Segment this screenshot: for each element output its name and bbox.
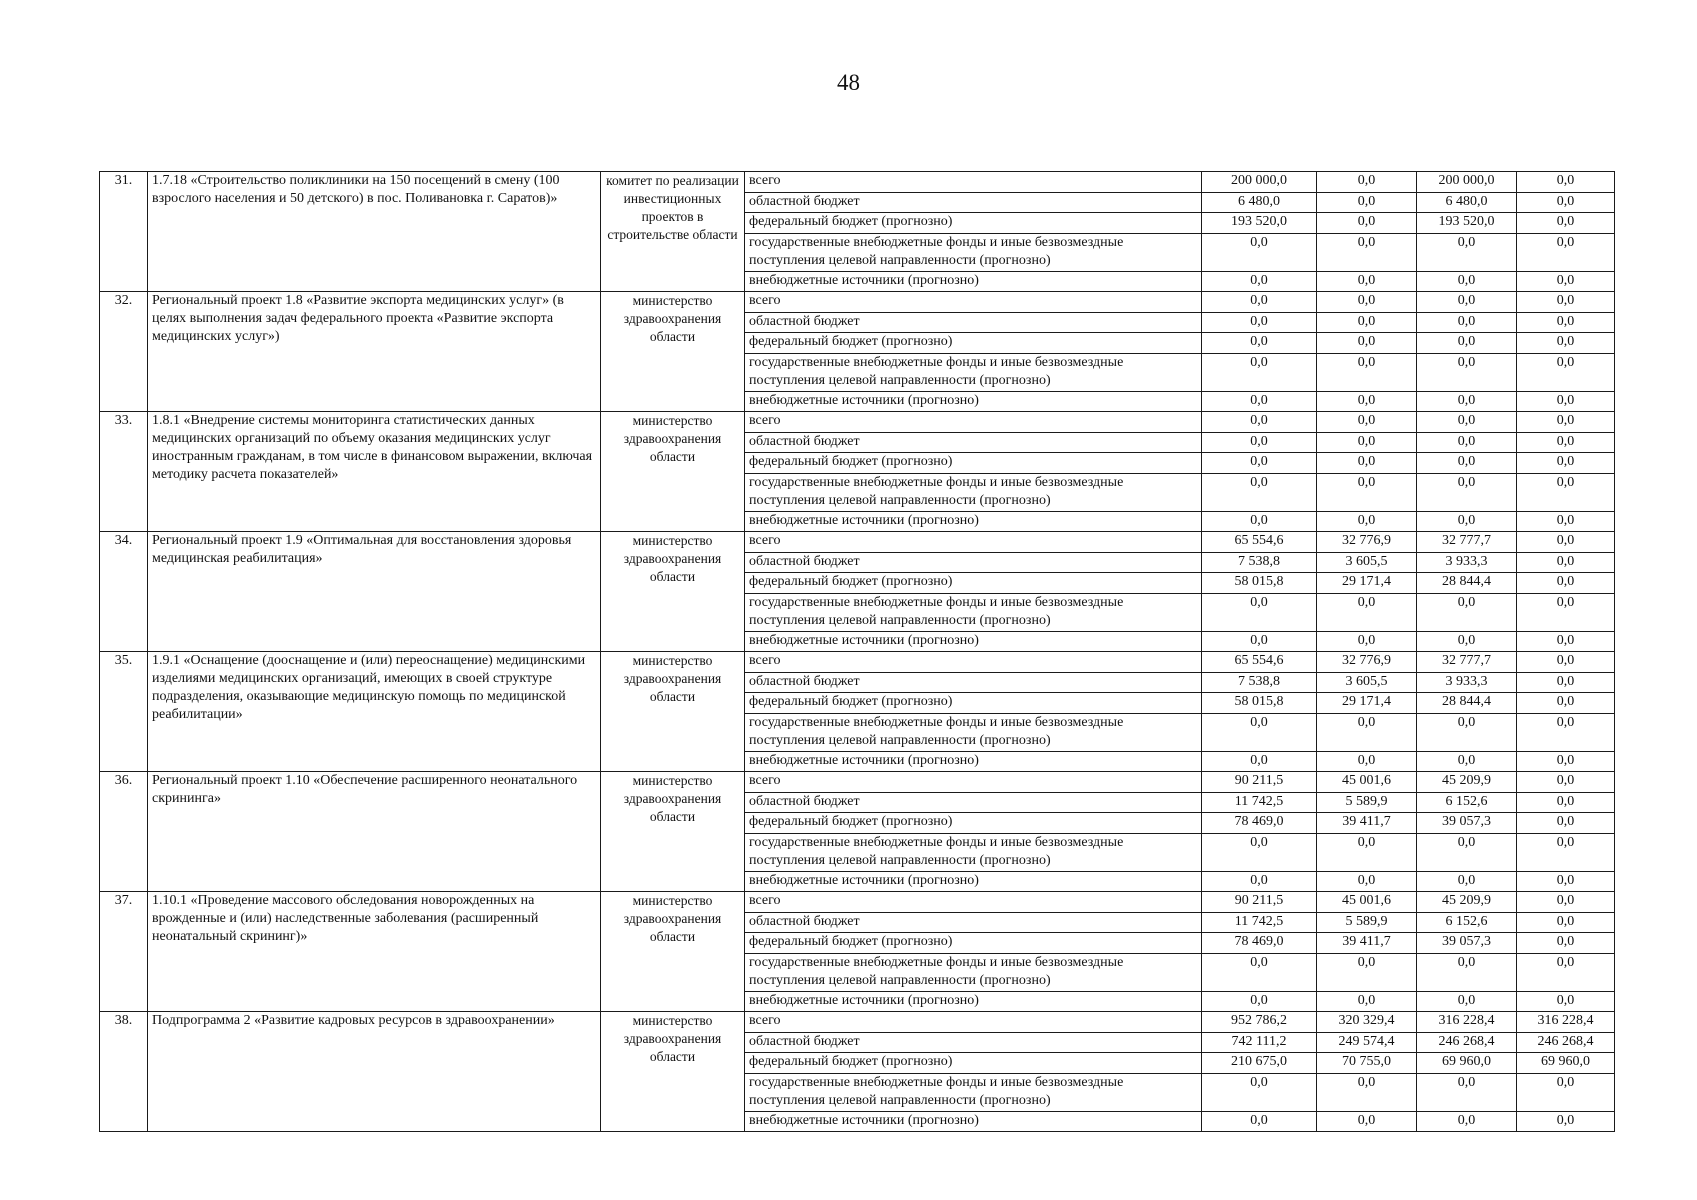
amount-cell: 0,0 [1317, 412, 1417, 433]
funding-source: внебюджетные источники (прогнозно) [745, 631, 1202, 652]
row-number: 31. [100, 172, 148, 292]
amount-cell: 45 001,6 [1317, 892, 1417, 913]
amount-cell: 0,0 [1317, 453, 1417, 474]
amount-cell: 0,0 [1517, 271, 1615, 292]
table-row [100, 1012, 1615, 1033]
amount-cell: 0,0 [1202, 833, 1317, 871]
amount-cell: 6 152,6 [1417, 792, 1517, 813]
funding-source: всего [745, 1012, 1202, 1033]
amount-cell: 90 211,5 [1202, 892, 1317, 913]
table-row [100, 292, 1615, 313]
measure-name: 1.7.18 «Строительство поликлиники на 150 посещений в смену (100 взрослого населения и 50 детского) в пос. Поливановка г. Саратов)» [148, 172, 601, 292]
amount-cell: 45 209,9 [1417, 892, 1517, 913]
amount-cell: 200 000,0 [1417, 172, 1517, 193]
amount-cell: 0,0 [1517, 991, 1615, 1012]
amount-cell: 3 605,5 [1317, 672, 1417, 693]
amount-cell: 58 015,8 [1202, 573, 1317, 594]
amount-cell: 0,0 [1202, 991, 1317, 1012]
amount-cell: 0,0 [1417, 292, 1517, 313]
amount-cell: 0,0 [1517, 233, 1615, 271]
amount-cell: 0,0 [1202, 473, 1317, 511]
measure-name: Региональный проект 1.10 «Обеспечение расширенного неонатального скрининга» [148, 772, 601, 892]
responsible-executor: министерство здравоохранения области [601, 1012, 745, 1132]
amount-cell: 0,0 [1417, 432, 1517, 453]
amount-cell: 65 554,6 [1202, 532, 1317, 553]
amount-cell: 0,0 [1317, 593, 1417, 631]
amount-cell: 0,0 [1317, 751, 1417, 772]
amount-cell: 3 605,5 [1317, 552, 1417, 573]
funding-source: государственные внебюджетные фонды и иные безвозмездные поступления целевой направленности (прогнозно) [745, 953, 1202, 991]
funding-source: государственные внебюджетные фонды и иные безвозмездные поступления целевой направленности (прогнозно) [745, 353, 1202, 391]
amount-cell: 193 520,0 [1202, 213, 1317, 234]
amount-cell: 29 171,4 [1317, 573, 1417, 594]
funding-source: федеральный бюджет (прогнозно) [745, 333, 1202, 354]
amount-cell: 0,0 [1417, 473, 1517, 511]
amount-cell: 6 152,6 [1417, 912, 1517, 933]
funding-source: внебюджетные источники (прогнозно) [745, 391, 1202, 412]
funding-source: государственные внебюджетные фонды и иные безвозмездные поступления целевой направленности (прогнозно) [745, 1073, 1202, 1111]
funding-source: внебюджетные источники (прогнозно) [745, 751, 1202, 772]
amount-cell: 78 469,0 [1202, 813, 1317, 834]
amount-cell: 0,0 [1202, 593, 1317, 631]
amount-cell: 69 960,0 [1517, 1053, 1615, 1074]
funding-source: всего [745, 172, 1202, 193]
budget-table [99, 171, 1615, 1132]
amount-cell: 0,0 [1202, 312, 1317, 333]
amount-cell: 200 000,0 [1202, 172, 1317, 193]
amount-cell: 0,0 [1517, 511, 1615, 532]
amount-cell: 0,0 [1317, 871, 1417, 892]
row-number: 32. [100, 292, 148, 412]
amount-cell: 210 675,0 [1202, 1053, 1317, 1074]
amount-cell: 0,0 [1317, 233, 1417, 271]
table-row [100, 532, 1615, 553]
row-number: 38. [100, 1012, 148, 1132]
row-number: 34. [100, 532, 148, 652]
amount-cell: 0,0 [1417, 333, 1517, 354]
amount-cell: 0,0 [1517, 1073, 1615, 1111]
amount-cell: 0,0 [1317, 353, 1417, 391]
amount-cell: 0,0 [1317, 391, 1417, 412]
funding-source: всего [745, 772, 1202, 793]
amount-cell: 0,0 [1202, 271, 1317, 292]
funding-source: всего [745, 532, 1202, 553]
amount-cell: 45 209,9 [1417, 772, 1517, 793]
measure-name: Подпрограмма 2 «Развитие кадровых ресурсов в здравоохранении» [148, 1012, 601, 1132]
funding-source: государственные внебюджетные фонды и иные безвозмездные поступления целевой направленности (прогнозно) [745, 713, 1202, 751]
amount-cell: 6 480,0 [1202, 192, 1317, 213]
responsible-executor: министерство здравоохранения области [601, 292, 745, 412]
amount-cell: 0,0 [1517, 713, 1615, 751]
funding-source: внебюджетные источники (прогнозно) [745, 991, 1202, 1012]
amount-cell: 0,0 [1202, 233, 1317, 271]
amount-cell: 5 589,9 [1317, 912, 1417, 933]
amount-cell: 3 933,3 [1417, 672, 1517, 693]
funding-source: областной бюджет [745, 312, 1202, 333]
amount-cell: 0,0 [1417, 353, 1517, 391]
amount-cell: 0,0 [1517, 292, 1615, 313]
amount-cell: 45 001,6 [1317, 772, 1417, 793]
amount-cell: 0,0 [1202, 511, 1317, 532]
row-number: 33. [100, 412, 148, 532]
funding-source: всего [745, 652, 1202, 673]
amount-cell: 0,0 [1202, 953, 1317, 991]
amount-cell: 78 469,0 [1202, 933, 1317, 954]
measure-name: 1.9.1 «Оснащение (дооснащение и (или) переоснащение) медицинскими изделиями медицинских организаций, имеющих в своей структуре подразделения, оказывающие медицинскую помощь по медицинской реабилитации» [148, 652, 601, 772]
responsible-executor: министерство здравоохранения области [601, 532, 745, 652]
amount-cell: 0,0 [1317, 473, 1417, 511]
amount-cell: 7 538,8 [1202, 672, 1317, 693]
amount-cell: 0,0 [1417, 391, 1517, 412]
responsible-executor: министерство здравоохранения области [601, 412, 745, 532]
amount-cell: 0,0 [1202, 412, 1317, 433]
amount-cell: 0,0 [1317, 271, 1417, 292]
amount-cell: 0,0 [1417, 593, 1517, 631]
funding-source: всего [745, 892, 1202, 913]
amount-cell: 58 015,8 [1202, 693, 1317, 714]
table-row [100, 892, 1615, 913]
measure-name: 1.8.1 «Внедрение системы мониторинга статистических данных медицинских организаций по объему оказания медицинских услуг иностранным гражданам, в том числе в финансовом выражении, включая методику расчета показателей» [148, 412, 601, 532]
measure-name: Региональный проект 1.8 «Развитие экспорта медицинских услуг» (в целях выполнения задач федерального проекта «Развитие экспорта медицинских услуг») [148, 292, 601, 412]
amount-cell: 11 742,5 [1202, 912, 1317, 933]
amount-cell: 0,0 [1317, 432, 1417, 453]
amount-cell: 0,0 [1202, 751, 1317, 772]
amount-cell: 69 960,0 [1417, 1053, 1517, 1074]
amount-cell: 39 411,7 [1317, 933, 1417, 954]
funding-source: федеральный бюджет (прогнозно) [745, 813, 1202, 834]
amount-cell: 249 574,4 [1317, 1032, 1417, 1053]
amount-cell: 0,0 [1202, 292, 1317, 313]
amount-cell: 0,0 [1417, 233, 1517, 271]
funding-source: государственные внебюджетные фонды и иные безвозмездные поступления целевой направленности (прогнозно) [745, 233, 1202, 271]
amount-cell: 0,0 [1517, 813, 1615, 834]
amount-cell: 39 057,3 [1417, 933, 1517, 954]
funding-source: внебюджетные источники (прогнозно) [745, 271, 1202, 292]
funding-source: внебюджетные источники (прогнозно) [745, 871, 1202, 892]
amount-cell: 0,0 [1417, 1111, 1517, 1132]
amount-cell: 0,0 [1317, 953, 1417, 991]
amount-cell: 0,0 [1417, 991, 1517, 1012]
amount-cell: 0,0 [1517, 172, 1615, 193]
amount-cell: 0,0 [1317, 172, 1417, 193]
amount-cell: 0,0 [1517, 593, 1615, 631]
amount-cell: 0,0 [1517, 573, 1615, 594]
amount-cell: 0,0 [1517, 833, 1615, 871]
amount-cell: 5 589,9 [1317, 792, 1417, 813]
amount-cell: 0,0 [1517, 772, 1615, 793]
amount-cell: 316 228,4 [1517, 1012, 1615, 1033]
amount-cell: 29 171,4 [1317, 693, 1417, 714]
row-number: 36. [100, 772, 148, 892]
funding-source: областной бюджет [745, 792, 1202, 813]
amount-cell: 0,0 [1317, 511, 1417, 532]
amount-cell: 28 844,4 [1417, 693, 1517, 714]
amount-cell: 0,0 [1517, 631, 1615, 652]
amount-cell: 0,0 [1517, 552, 1615, 573]
amount-cell: 32 776,9 [1317, 652, 1417, 673]
amount-cell: 0,0 [1517, 412, 1615, 433]
amount-cell: 0,0 [1202, 1073, 1317, 1111]
table-row [100, 412, 1615, 433]
amount-cell: 0,0 [1517, 912, 1615, 933]
page-number: 48 [837, 70, 860, 95]
amount-cell: 11 742,5 [1202, 792, 1317, 813]
funding-source: внебюджетные источники (прогнозно) [745, 511, 1202, 532]
funding-source: федеральный бюджет (прогнозно) [745, 1053, 1202, 1074]
amount-cell: 0,0 [1517, 473, 1615, 511]
amount-cell: 0,0 [1517, 751, 1615, 772]
amount-cell: 0,0 [1417, 953, 1517, 991]
amount-cell: 0,0 [1517, 871, 1615, 892]
amount-cell: 0,0 [1517, 333, 1615, 354]
row-number: 35. [100, 652, 148, 772]
responsible-executor: министерство здравоохранения области [601, 772, 745, 892]
measure-name: Региональный проект 1.9 «Оптимальная для восстановления здоровья медицинская реабилитация» [148, 532, 601, 652]
amount-cell: 0,0 [1417, 312, 1517, 333]
amount-cell: 32 776,9 [1317, 532, 1417, 553]
amount-cell: 193 520,0 [1417, 213, 1517, 234]
responsible-executor: комитет по реализации инвестиционных проектов в строительстве области [601, 172, 745, 292]
amount-cell: 0,0 [1317, 213, 1417, 234]
amount-cell: 0,0 [1202, 871, 1317, 892]
amount-cell: 0,0 [1517, 792, 1615, 813]
funding-source: всего [745, 292, 1202, 313]
amount-cell: 0,0 [1317, 333, 1417, 354]
row-number: 37. [100, 892, 148, 1012]
amount-cell: 0,0 [1517, 693, 1615, 714]
amount-cell: 0,0 [1317, 292, 1417, 313]
amount-cell: 32 777,7 [1417, 532, 1517, 553]
amount-cell: 39 411,7 [1317, 813, 1417, 834]
amount-cell: 0,0 [1317, 192, 1417, 213]
amount-cell: 0,0 [1202, 333, 1317, 354]
amount-cell: 0,0 [1317, 312, 1417, 333]
table-row [100, 172, 1615, 193]
funding-source: государственные внебюджетные фонды и иные безвозмездные поступления целевой направленности (прогнозно) [745, 593, 1202, 631]
amount-cell: 0,0 [1517, 672, 1615, 693]
amount-cell: 0,0 [1417, 631, 1517, 652]
funding-source: всего [745, 412, 1202, 433]
amount-cell: 0,0 [1517, 953, 1615, 991]
amount-cell: 0,0 [1202, 713, 1317, 751]
amount-cell: 0,0 [1317, 1111, 1417, 1132]
amount-cell: 0,0 [1317, 833, 1417, 871]
amount-cell: 246 268,4 [1417, 1032, 1517, 1053]
amount-cell: 0,0 [1417, 713, 1517, 751]
amount-cell: 0,0 [1202, 391, 1317, 412]
funding-source: областной бюджет [745, 672, 1202, 693]
table-row [100, 652, 1615, 673]
funding-source: внебюджетные источники (прогнозно) [745, 1111, 1202, 1132]
amount-cell: 90 211,5 [1202, 772, 1317, 793]
funding-source: государственные внебюджетные фонды и иные безвозмездные поступления целевой направленности (прогнозно) [745, 833, 1202, 871]
amount-cell: 0,0 [1417, 1073, 1517, 1111]
amount-cell: 0,0 [1202, 1111, 1317, 1132]
funding-source: государственные внебюджетные фонды и иные безвозмездные поступления целевой направленности (прогнозно) [745, 473, 1202, 511]
amount-cell: 28 844,4 [1417, 573, 1517, 594]
amount-cell: 0,0 [1317, 631, 1417, 652]
funding-source: областной бюджет [745, 432, 1202, 453]
amount-cell: 0,0 [1517, 353, 1615, 391]
amount-cell: 0,0 [1417, 412, 1517, 433]
amount-cell: 952 786,2 [1202, 1012, 1317, 1033]
amount-cell: 7 538,8 [1202, 552, 1317, 573]
amount-cell: 320 329,4 [1317, 1012, 1417, 1033]
amount-cell: 6 480,0 [1417, 192, 1517, 213]
responsible-executor: министерство здравоохранения области [601, 652, 745, 772]
amount-cell: 0,0 [1517, 652, 1615, 673]
funding-source: федеральный бюджет (прогнозно) [745, 453, 1202, 474]
amount-cell: 316 228,4 [1417, 1012, 1517, 1033]
amount-cell: 0,0 [1317, 1073, 1417, 1111]
amount-cell: 0,0 [1517, 532, 1615, 553]
amount-cell: 0,0 [1317, 713, 1417, 751]
amount-cell: 39 057,3 [1417, 813, 1517, 834]
amount-cell: 0,0 [1417, 453, 1517, 474]
amount-cell: 0,0 [1317, 991, 1417, 1012]
amount-cell: 0,0 [1417, 871, 1517, 892]
amount-cell: 0,0 [1517, 1111, 1615, 1132]
amount-cell: 0,0 [1517, 391, 1615, 412]
amount-cell: 0,0 [1417, 833, 1517, 871]
responsible-executor: министерство здравоохранения области [601, 892, 745, 1012]
funding-source: федеральный бюджет (прогнозно) [745, 213, 1202, 234]
amount-cell: 0,0 [1517, 192, 1615, 213]
amount-cell: 32 777,7 [1417, 652, 1517, 673]
amount-cell: 0,0 [1417, 271, 1517, 292]
amount-cell: 0,0 [1202, 631, 1317, 652]
funding-source: областной бюджет [745, 552, 1202, 573]
amount-cell: 742 111,2 [1202, 1032, 1317, 1053]
funding-source: федеральный бюджет (прогнозно) [745, 693, 1202, 714]
funding-source: областной бюджет [745, 912, 1202, 933]
amount-cell: 0,0 [1202, 453, 1317, 474]
funding-source: областной бюджет [745, 192, 1202, 213]
funding-source: областной бюджет [745, 1032, 1202, 1053]
funding-source: федеральный бюджет (прогнозно) [745, 933, 1202, 954]
amount-cell: 0,0 [1202, 353, 1317, 391]
amount-cell: 0,0 [1517, 213, 1615, 234]
amount-cell: 3 933,3 [1417, 552, 1517, 573]
amount-cell: 246 268,4 [1517, 1032, 1615, 1053]
amount-cell: 0,0 [1417, 751, 1517, 772]
amount-cell: 70 755,0 [1317, 1053, 1417, 1074]
amount-cell: 0,0 [1517, 312, 1615, 333]
measure-name: 1.10.1 «Проведение массового обследования новорожденных на врожденные и (или) наследственные заболевания (расширенный неонатальный скрининг)» [148, 892, 601, 1012]
amount-cell: 0,0 [1517, 892, 1615, 913]
funding-source: федеральный бюджет (прогнозно) [745, 573, 1202, 594]
amount-cell: 65 554,6 [1202, 652, 1317, 673]
amount-cell: 0,0 [1517, 933, 1615, 954]
amount-cell: 0,0 [1517, 432, 1615, 453]
amount-cell: 0,0 [1202, 432, 1317, 453]
amount-cell: 0,0 [1417, 511, 1517, 532]
amount-cell: 0,0 [1517, 453, 1615, 474]
table-row [100, 772, 1615, 793]
